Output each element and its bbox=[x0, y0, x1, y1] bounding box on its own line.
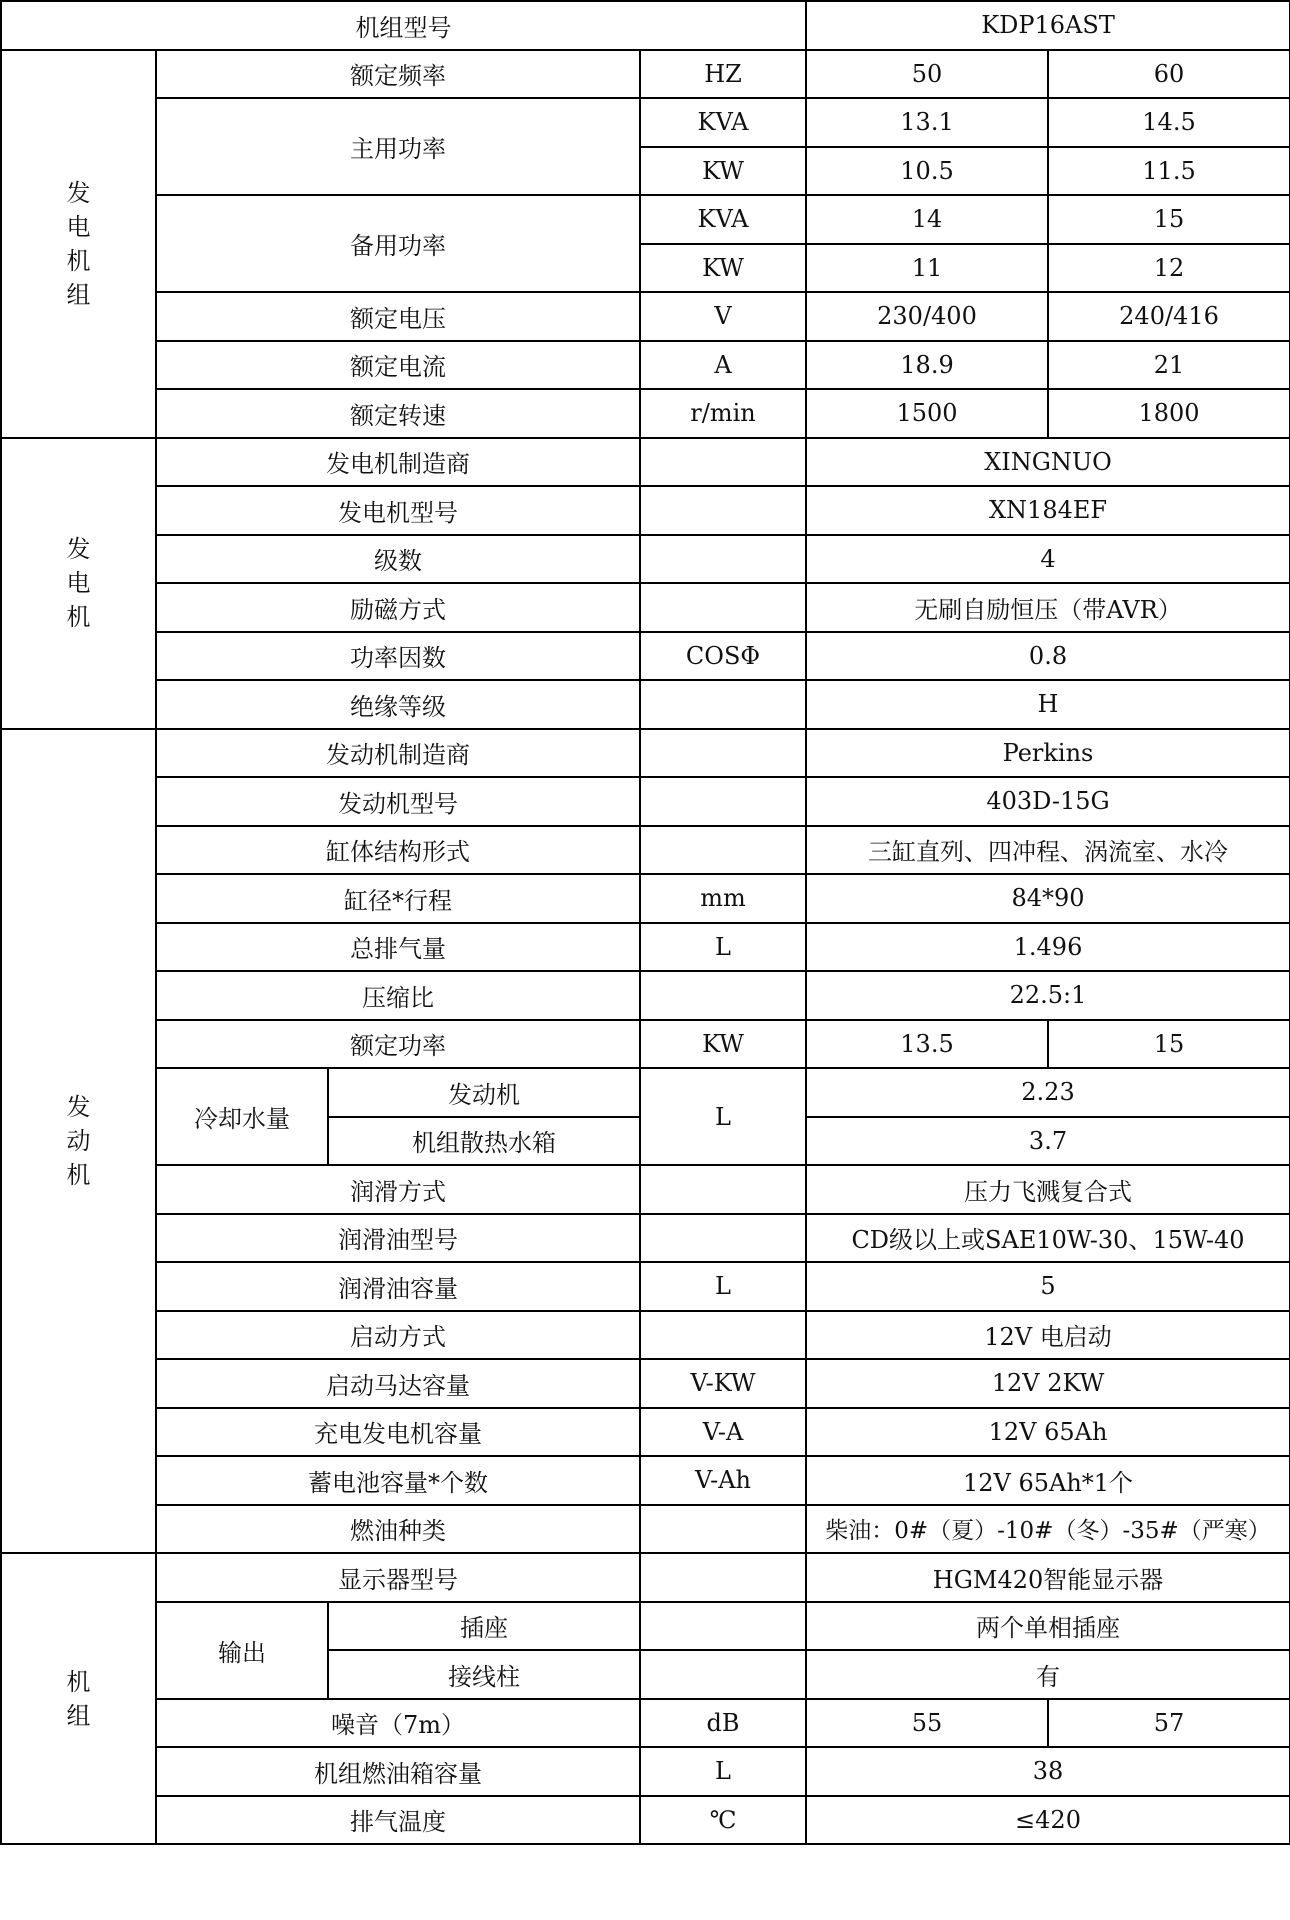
param-label: 发动机型号 bbox=[156, 777, 640, 826]
table-row bbox=[1, 1311, 1290, 1360]
param-unit bbox=[640, 1214, 806, 1263]
param-label: 排气温度 bbox=[156, 1796, 640, 1845]
value-60hz: 1800 bbox=[1048, 389, 1290, 438]
param-value: 0.8 bbox=[806, 632, 1290, 681]
value-50hz: 13.1 bbox=[806, 98, 1048, 147]
table-row bbox=[1, 1553, 1290, 1602]
table-row bbox=[1, 535, 1290, 584]
param-unit bbox=[640, 1650, 806, 1699]
param-unit: dB bbox=[640, 1699, 806, 1748]
table-row bbox=[1, 583, 1290, 632]
param-label: 额定电流 bbox=[156, 341, 640, 390]
param-label: 功率因数 bbox=[156, 632, 640, 681]
param-value: 12V 电启动 bbox=[806, 1311, 1290, 1360]
model-label: 机组型号 bbox=[1, 1, 806, 50]
param-unit: L bbox=[640, 1262, 806, 1311]
table-row bbox=[1, 195, 1290, 244]
table-row bbox=[1, 438, 1290, 487]
coolant-group-label: 冷却水量 bbox=[156, 1068, 328, 1165]
param-unit bbox=[640, 729, 806, 778]
param-label: 级数 bbox=[156, 535, 640, 584]
param-unit: COSΦ bbox=[640, 632, 806, 681]
output-group-label: 输出 bbox=[156, 1602, 328, 1699]
param-unit bbox=[640, 971, 806, 1020]
param-unit bbox=[640, 1602, 806, 1651]
table-row bbox=[1, 341, 1290, 390]
param-label: 发动机制造商 bbox=[156, 729, 640, 778]
table-row bbox=[1, 632, 1290, 681]
param-unit bbox=[640, 486, 806, 535]
param-unit: KW bbox=[640, 1020, 806, 1069]
param-unit bbox=[640, 535, 806, 584]
table-row bbox=[1, 1699, 1290, 1748]
param-value: 3.7 bbox=[806, 1117, 1290, 1166]
param-label: 主用功率 bbox=[156, 98, 640, 195]
param-label: 绝缘等级 bbox=[156, 680, 640, 729]
value-50hz: 50 bbox=[806, 50, 1048, 99]
param-value: 12V 65Ah*1个 bbox=[806, 1456, 1290, 1505]
param-unit: V bbox=[640, 292, 806, 341]
param-unit: KVA bbox=[640, 195, 806, 244]
param-value: 柴油：0#（夏）-10#（冬）-35#（严寒） bbox=[806, 1505, 1290, 1554]
param-value: 无刷自励恒压（带AVR） bbox=[806, 583, 1290, 632]
param-unit: r/min bbox=[640, 389, 806, 438]
table-row bbox=[1, 389, 1290, 438]
value-60hz: 14.5 bbox=[1048, 98, 1290, 147]
param-value: 2.23 bbox=[806, 1068, 1290, 1117]
param-label: 润滑方式 bbox=[156, 1165, 640, 1214]
param-unit: L bbox=[640, 1747, 806, 1796]
param-unit bbox=[640, 1505, 806, 1554]
param-unit bbox=[640, 826, 806, 875]
param-label: 总排气量 bbox=[156, 923, 640, 972]
section-generator-label: 发 电 机 bbox=[66, 535, 91, 631]
param-unit: V-KW bbox=[640, 1359, 806, 1408]
param-label: 启动马达容量 bbox=[156, 1359, 640, 1408]
param-label: 额定频率 bbox=[156, 50, 640, 99]
table-row bbox=[1, 826, 1290, 875]
param-unit: L bbox=[640, 923, 806, 972]
table-row bbox=[1, 680, 1290, 729]
param-label: 额定功率 bbox=[156, 1020, 640, 1069]
param-unit bbox=[640, 583, 806, 632]
value-50hz: 55 bbox=[806, 1699, 1048, 1748]
value-60hz: 240/416 bbox=[1048, 292, 1290, 341]
param-value: CD级以上或SAE10W-30、15W-40 bbox=[806, 1214, 1290, 1263]
param-value: 有 bbox=[806, 1650, 1290, 1699]
param-value: Perkins bbox=[806, 729, 1290, 778]
value-50hz: 18.9 bbox=[806, 341, 1048, 390]
table-row bbox=[1, 923, 1290, 972]
table-row bbox=[1, 729, 1290, 778]
value-50hz: 11 bbox=[806, 244, 1048, 293]
param-unit: L bbox=[640, 1068, 806, 1165]
table-row bbox=[1, 1796, 1290, 1845]
param-value: XN184EF bbox=[806, 486, 1290, 535]
param-unit: KVA bbox=[640, 98, 806, 147]
value-50hz: 230/400 bbox=[806, 292, 1048, 341]
model-row bbox=[1, 1, 1290, 50]
param-label: 蓄电池容量*个数 bbox=[156, 1456, 640, 1505]
param-value: 4 bbox=[806, 535, 1290, 584]
param-unit: V-A bbox=[640, 1408, 806, 1457]
value-50hz: 14 bbox=[806, 195, 1048, 244]
param-sublabel: 发动机 bbox=[328, 1068, 640, 1117]
param-unit: HZ bbox=[640, 50, 806, 99]
section-engine bbox=[1, 729, 156, 1554]
table-row bbox=[1, 1262, 1290, 1311]
param-value: 三缸直列、四冲程、涡流室、水冷 bbox=[806, 826, 1290, 875]
table-row bbox=[1, 1165, 1290, 1214]
param-unit bbox=[640, 1165, 806, 1214]
param-label: 额定转速 bbox=[156, 389, 640, 438]
table-row bbox=[1, 971, 1290, 1020]
table-row bbox=[1, 1505, 1290, 1554]
param-unit: A bbox=[640, 341, 806, 390]
value-60hz: 57 bbox=[1048, 1699, 1290, 1748]
section-gen-set bbox=[1, 50, 156, 438]
param-label: 缸径*行程 bbox=[156, 874, 640, 923]
param-label: 压缩比 bbox=[156, 971, 640, 1020]
value-50hz: 10.5 bbox=[806, 147, 1048, 196]
param-label: 润滑油容量 bbox=[156, 1262, 640, 1311]
param-unit: V-Ah bbox=[640, 1456, 806, 1505]
table-row bbox=[1, 1020, 1290, 1069]
param-label: 励磁方式 bbox=[156, 583, 640, 632]
table-row bbox=[1, 1602, 1290, 1651]
section-gen-set-label: 发 电 机 组 bbox=[66, 178, 91, 309]
param-label: 显示器型号 bbox=[156, 1553, 640, 1602]
param-label: 发电机制造商 bbox=[156, 438, 640, 487]
param-label: 燃油种类 bbox=[156, 1505, 640, 1554]
table-row bbox=[1, 1359, 1290, 1408]
param-unit: ℃ bbox=[640, 1796, 806, 1845]
section-engine-label: 发 动 机 bbox=[66, 1092, 91, 1189]
param-sublabel: 接线柱 bbox=[328, 1650, 640, 1699]
param-label: 充电发电机容量 bbox=[156, 1408, 640, 1457]
param-value: XINGNUO bbox=[806, 438, 1290, 487]
param-value: 1.496 bbox=[806, 923, 1290, 972]
param-label: 启动方式 bbox=[156, 1311, 640, 1360]
value-60hz: 15 bbox=[1048, 1020, 1290, 1069]
param-value: 5 bbox=[806, 1262, 1290, 1311]
param-label: 润滑油型号 bbox=[156, 1214, 640, 1263]
param-sublabel: 插座 bbox=[328, 1602, 640, 1651]
param-unit bbox=[640, 1553, 806, 1602]
param-value: 两个单相插座 bbox=[806, 1602, 1290, 1651]
value-60hz: 15 bbox=[1048, 195, 1290, 244]
param-unit: mm bbox=[640, 874, 806, 923]
param-unit bbox=[640, 680, 806, 729]
table-row bbox=[1, 50, 1290, 99]
table-row bbox=[1, 292, 1290, 341]
param-label: 缸体结构形式 bbox=[156, 826, 640, 875]
param-value: 压力飞溅复合式 bbox=[806, 1165, 1290, 1214]
param-label: 发电机型号 bbox=[156, 486, 640, 535]
param-label: 备用功率 bbox=[156, 195, 640, 292]
value-50hz: 1500 bbox=[806, 389, 1048, 438]
section-generator bbox=[1, 438, 156, 729]
value-60hz: 11.5 bbox=[1048, 147, 1290, 196]
param-unit: KW bbox=[640, 244, 806, 293]
value-60hz: 60 bbox=[1048, 50, 1290, 99]
param-value: ≤420 bbox=[806, 1796, 1290, 1845]
param-value: 403D-15G bbox=[806, 777, 1290, 826]
param-value: HGM420智能显示器 bbox=[806, 1553, 1290, 1602]
param-unit bbox=[640, 777, 806, 826]
section-unit-set bbox=[1, 1553, 156, 1844]
table-row bbox=[1, 1747, 1290, 1796]
param-value: 12V 2KW bbox=[806, 1359, 1290, 1408]
model-value: KDP16AST bbox=[806, 1, 1290, 50]
param-label: 噪音（7m） bbox=[156, 1699, 640, 1748]
param-value: 38 bbox=[806, 1747, 1290, 1796]
value-60hz: 21 bbox=[1048, 341, 1290, 390]
param-value: 84*90 bbox=[806, 874, 1290, 923]
table-row bbox=[1, 777, 1290, 826]
param-unit: KW bbox=[640, 147, 806, 196]
param-unit bbox=[640, 1311, 806, 1360]
table-row bbox=[1, 1456, 1290, 1505]
param-value: H bbox=[806, 680, 1290, 729]
value-50hz: 13.5 bbox=[806, 1020, 1048, 1069]
table-row bbox=[1, 486, 1290, 535]
param-label: 机组燃油箱容量 bbox=[156, 1747, 640, 1796]
table-row bbox=[1, 874, 1290, 923]
param-label: 额定电压 bbox=[156, 292, 640, 341]
table-row bbox=[1, 1214, 1290, 1263]
param-value: 12V 65Ah bbox=[806, 1408, 1290, 1457]
table-row bbox=[1, 1408, 1290, 1457]
table-row bbox=[1, 1068, 1290, 1117]
param-unit bbox=[640, 438, 806, 487]
table-row bbox=[1, 98, 1290, 147]
param-sublabel: 机组散热水箱 bbox=[328, 1117, 640, 1166]
section-unit-set-label: 机 组 bbox=[66, 1667, 91, 1730]
param-value: 22.5:1 bbox=[806, 971, 1290, 1020]
value-60hz: 12 bbox=[1048, 244, 1290, 293]
